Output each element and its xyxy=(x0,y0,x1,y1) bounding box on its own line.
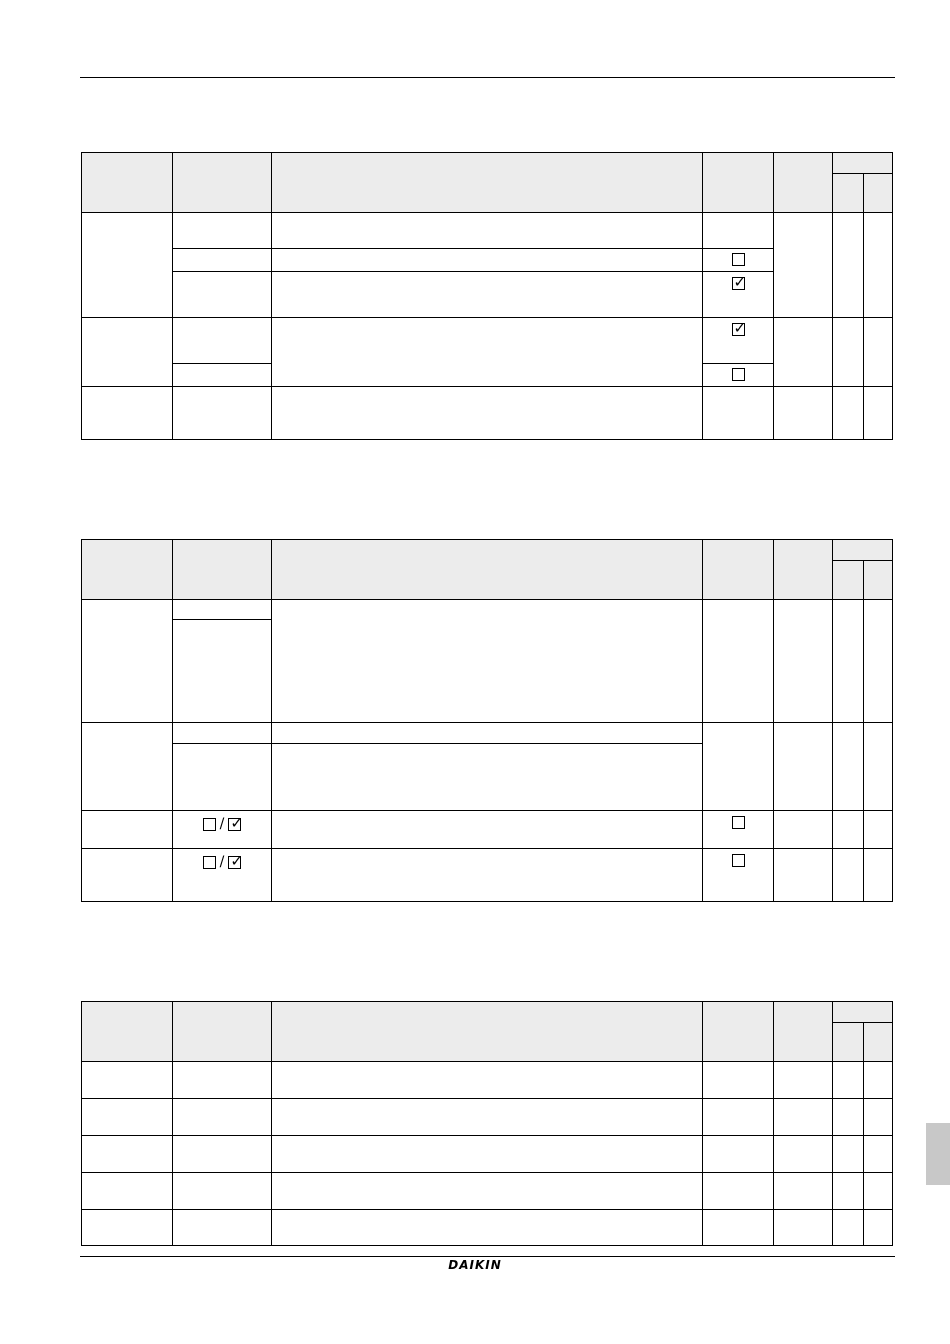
checkbox-unchecked[interactable] xyxy=(732,368,745,381)
table-cell xyxy=(774,849,833,902)
table-cell xyxy=(774,1173,833,1210)
table-cell xyxy=(833,1062,864,1099)
header-cell xyxy=(833,540,893,561)
table-cell xyxy=(774,1099,833,1136)
table-cell xyxy=(703,213,774,249)
table-cell xyxy=(833,1136,864,1173)
table-cell xyxy=(272,1136,703,1173)
table-cell xyxy=(82,1099,173,1136)
table-cell xyxy=(703,723,774,811)
table-cell xyxy=(833,1099,864,1136)
table-cell xyxy=(82,1062,173,1099)
header-cell xyxy=(774,540,833,600)
table-cell xyxy=(82,723,173,811)
checkbox-checked[interactable] xyxy=(228,856,241,869)
checkbox-checked[interactable] xyxy=(228,818,241,831)
checkbox-unchecked[interactable] xyxy=(203,856,216,869)
header-cell xyxy=(833,1023,864,1062)
table-cell xyxy=(82,318,173,387)
table-cell xyxy=(82,387,173,440)
table-cell xyxy=(774,1062,833,1099)
table-cell xyxy=(774,723,833,811)
checkbox-checked[interactable] xyxy=(732,277,745,290)
table-cell xyxy=(833,811,864,849)
table-cell xyxy=(774,1136,833,1173)
settings-table-3 xyxy=(81,1001,893,1246)
table-cell xyxy=(272,213,703,249)
table-cell xyxy=(833,387,864,440)
table-cell xyxy=(173,849,272,902)
table-cell xyxy=(703,387,774,440)
settings-table-2 xyxy=(81,539,893,902)
header-cell xyxy=(774,1002,833,1062)
header-cell xyxy=(833,174,864,213)
table-cell xyxy=(82,849,173,902)
settings-table-1 xyxy=(81,152,893,440)
table-cell xyxy=(864,811,893,849)
table-cell xyxy=(272,1062,703,1099)
checkbox-unchecked[interactable] xyxy=(732,253,745,266)
table-cell xyxy=(864,1173,893,1210)
table-cell xyxy=(703,364,774,387)
table-cell xyxy=(774,318,833,387)
table-cell xyxy=(173,620,272,723)
header-cell xyxy=(703,1002,774,1062)
table-cell xyxy=(864,1136,893,1173)
header-cell xyxy=(864,561,893,600)
table-cell xyxy=(833,318,864,387)
table-cell xyxy=(82,600,173,723)
header-cell xyxy=(833,153,893,174)
header-cell xyxy=(82,540,173,600)
header-cell xyxy=(272,1002,703,1062)
table-cell xyxy=(833,723,864,811)
header-cell xyxy=(833,561,864,600)
table-cell xyxy=(703,249,774,272)
table-cell xyxy=(864,1062,893,1099)
table-cell xyxy=(774,811,833,849)
table-cell xyxy=(272,600,703,723)
table-cell xyxy=(272,723,703,744)
header-cell xyxy=(703,540,774,600)
table-cell xyxy=(82,1210,173,1246)
table-cell xyxy=(703,1210,774,1246)
header-cell xyxy=(272,540,703,600)
table-cell xyxy=(272,1210,703,1246)
table-cell xyxy=(272,811,703,849)
table-cell xyxy=(82,811,173,849)
table-cell xyxy=(703,1173,774,1210)
table-cell xyxy=(833,213,864,318)
table-cell xyxy=(864,723,893,811)
table-cell xyxy=(703,600,774,723)
table-cell xyxy=(173,744,272,811)
table-cell xyxy=(272,249,703,272)
checkbox-checked[interactable] xyxy=(732,323,745,336)
table-cell xyxy=(864,1210,893,1246)
table-cell xyxy=(173,811,272,849)
checkbox-unchecked[interactable] xyxy=(732,816,745,829)
table-cell xyxy=(272,1173,703,1210)
table-cell xyxy=(774,1210,833,1246)
table-cell xyxy=(173,364,272,387)
separator-slash: / xyxy=(219,854,225,870)
table-cell xyxy=(703,318,774,364)
header-cell xyxy=(272,153,703,213)
header-cell xyxy=(173,1002,272,1062)
table-cell xyxy=(833,849,864,902)
table-cell xyxy=(272,387,703,440)
table-cell xyxy=(173,1099,272,1136)
checkbox-unchecked[interactable] xyxy=(203,818,216,831)
header-cell xyxy=(864,174,893,213)
table-cell xyxy=(864,387,893,440)
table-cell xyxy=(272,272,703,318)
header-cell xyxy=(833,1002,893,1023)
table-cell xyxy=(272,744,703,811)
table-cell xyxy=(173,600,272,620)
table-cell xyxy=(173,318,272,364)
table-cell xyxy=(272,849,703,902)
brand-logo: DAIKIN xyxy=(448,1258,502,1272)
table-cell xyxy=(173,723,272,744)
header-rule xyxy=(80,77,895,78)
table-cell xyxy=(703,1136,774,1173)
table-cell xyxy=(272,1099,703,1136)
table-cell xyxy=(173,1173,272,1210)
header-cell xyxy=(703,153,774,213)
table-cell xyxy=(703,1062,774,1099)
table-cell xyxy=(82,1136,173,1173)
table-cell xyxy=(82,1173,173,1210)
table-cell xyxy=(833,1173,864,1210)
footer-rule xyxy=(80,1256,895,1257)
table-cell xyxy=(173,1210,272,1246)
table-cell xyxy=(864,213,893,318)
table-cell xyxy=(173,1136,272,1173)
table-cell xyxy=(703,849,774,902)
header-cell xyxy=(82,153,173,213)
table-cell xyxy=(833,1210,864,1246)
header-cell xyxy=(173,540,272,600)
table-cell xyxy=(703,272,774,318)
table-cell xyxy=(173,272,272,318)
table-cell xyxy=(703,811,774,849)
table-cell xyxy=(864,1099,893,1136)
table-cell xyxy=(82,213,173,318)
table-cell xyxy=(703,1099,774,1136)
table-cell xyxy=(833,600,864,723)
table-cell xyxy=(774,600,833,723)
table-cell xyxy=(774,387,833,440)
header-cell xyxy=(774,153,833,213)
separator-slash: / xyxy=(219,816,225,832)
table-cell xyxy=(864,600,893,723)
table-cell xyxy=(173,213,272,249)
checkbox-unchecked[interactable] xyxy=(732,854,745,867)
header-cell xyxy=(82,1002,173,1062)
table-cell xyxy=(173,1062,272,1099)
header-cell xyxy=(864,1023,893,1062)
table-cell xyxy=(864,318,893,387)
table-cell xyxy=(173,249,272,272)
table-cell xyxy=(864,849,893,902)
table-cell xyxy=(774,213,833,318)
table-cell xyxy=(173,387,272,440)
table-cell xyxy=(272,318,703,387)
chapter-side-tab xyxy=(926,1123,950,1185)
header-cell xyxy=(173,153,272,213)
